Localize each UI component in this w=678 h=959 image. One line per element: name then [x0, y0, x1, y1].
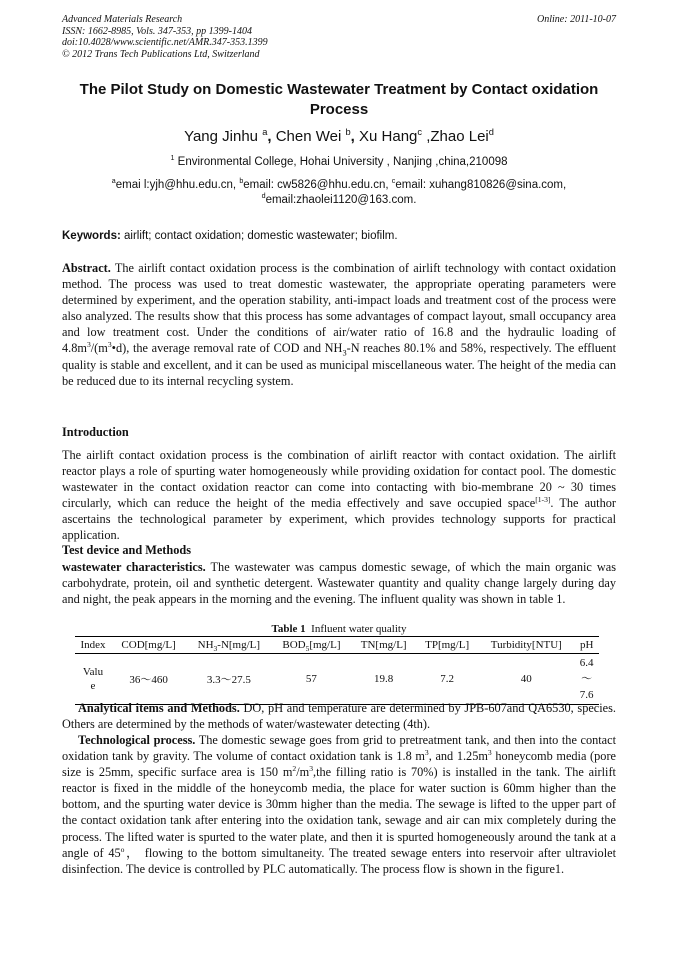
- analytical-paragraph: Analytical items and Methods. DO, pH and temperature are determined by JPB-607and QA6530, species. Others are determined by the methods of water/wastewater detecting (4th).: [62, 701, 616, 732]
- author-list: Yang Jinhu $^a$, Chen Wei $^b$, Xu Hang$^c$ ,Zhao Lei$^d$: [184, 127, 494, 145]
- keywords-label: Keywords:: [62, 230, 121, 242]
- introduction-heading: Introduction: [62, 425, 129, 439]
- doi-line: doi:10.4028/www.scientific.net/AMR.347-353.1399: [62, 37, 268, 49]
- author-mark: b: [345, 127, 351, 137]
- technological-paragraph: Technological process. The domestic sewage goes from grid to pretreatment tank, and then into the contact oxidation tank by gravity. The volume of contact oxidation tank is 1.8 $m^3$, and $1.25m^3$ honeycomb media (pore size is 25mm, specific surface area is 150 $m^2/m^3,the$ filling ratio is 70%) is installed in the tank. The airlift reactor is fixed in the middle of the honeycomb media, the place for water suction is 60mm higher than the bottom, and the spurting water device is 30mm higher than the media. The sewage is lifted to the upper part of the contact oxidation tank after entering into the oxidation tank, sewage and air can mix completely during the process. The lifted water is spurted to the water plate, and then it is spurted homogeneously around the tank at a angle of 45$^o$， flowing to the bottom simultaneity. The treated sewage enters into reservoir after ultraviolet disinfection. The device is controlled by PLC automatically. The process flow is shown in the figure1.: [62, 733, 617, 876]
- keywords-text: airlift; contact oxidation; domestic wastewater; biofilm.: [124, 230, 398, 242]
- abstract-paragraph: Abstract. The airlift contact oxidation process is the combination of airlift technology with contact oxidation method. The process was used to treat domestic wastewater, the appropriate operating parameters were determined by experiment, and the operation stability, anti-impact loads and treatment cost of the process were also analyzed. The results show that this process has some advantages of compact layout, small occupancy area and low treatment cost. Under the conditions of air/water ratio of 16.8 and the hydraulic loading of $4.8m^3/(m^3•d)$, the average removal rate of COD and $NH_3-N$ reaches 80.1% and 58%, respectively. The effluent quality is stable and excellent, and it can be used as municipal miscellaneous water. The height of the media can be reduced due to its internal recycling system.: [62, 261, 617, 388]
- wastewater-label: wastewater characteristics.: [62, 560, 206, 574]
- header-nh3n: $NH_3-N[mg/L]$: [186, 637, 271, 654]
- cell-tn: 19.8: [351, 654, 416, 705]
- author-mark: d: [488, 127, 494, 137]
- introduction-paragraph: The airlift contact oxidation process is the combination of airlift reactor with contact oxidation. The airlift reactor plays a role of spurting water homogeneously while providing oxidation for contact pool. The domestic wastewater in the contact oxidation reactor can come into contacting with bio-membrane 20 ~ 30 times circularly, which can reduce the height of the media effectively and save occupied space[1-3]. The author ascertains the technological parameter by experiment, which provides technology supports for practical application.: [62, 448, 616, 543]
- cell-cod: 36～460: [111, 654, 186, 705]
- table-header-row: [75, 637, 599, 654]
- email-b: email: cw5826@hhu.edu.cn,: [243, 179, 389, 191]
- analytical-label: Analytical items and Methods.: [78, 701, 240, 715]
- paper-title: The Pilot Study on Domestic Wastewater Treatment by Contact oxidation Process: [79, 81, 599, 118]
- table-row: [75, 654, 599, 705]
- header-turbidity: Turbidity[NTU]: [478, 637, 574, 654]
- cell-ph: 6.4 ～ 7.6: [574, 654, 599, 705]
- header-tn: TN[mg/L]: [351, 637, 416, 654]
- header-index: Index: [75, 637, 111, 654]
- author-mark: c: [417, 127, 423, 137]
- header-cod: COD[mg/L]: [111, 637, 186, 654]
- email-list: $^a$emai l:yjh@hhu.edu.cn, $^b$email: cw5826@hhu.edu.cn, $^c$email: xuhang810826@sina.com, $^d$email:zhaolei1120@163.com.: [111, 177, 567, 206]
- author-mark: a: [262, 127, 268, 137]
- table-caption: [62, 623, 616, 635]
- author-name: Chen Wei: [275, 128, 342, 145]
- journal-header: [62, 14, 268, 60]
- online-date: Online: 2011-10-07: [537, 14, 616, 25]
- keywords: [62, 230, 616, 242]
- test-device-heading: Test device and Methods: [62, 543, 192, 557]
- technological-label: Technological process.: [78, 733, 196, 747]
- cell-tp: 7.2: [416, 654, 478, 705]
- affiliation: [62, 156, 616, 168]
- cell-turbidity: 40: [478, 654, 574, 705]
- citation: [1-3]: [535, 495, 551, 505]
- wastewater-paragraph: wastewater characteristics. The wastewater was campus domestic sewage, of which the main organic was carbohydrate, protein, oil and synthetic detergent. Wastewater quantity and quality change largely during day and night, the peak appears in the morning and the evening. The influent quality was shown in table 1.: [62, 560, 617, 607]
- author-name: Xu Hang: [359, 128, 418, 145]
- email-a: emai l:yjh@hhu.edu.cn,: [115, 179, 237, 191]
- journal-name: Advanced Materials Research: [62, 14, 183, 25]
- cell-nh3n: 3.3～27.5: [186, 654, 271, 705]
- copyright-line: © 2012 Trans Tech Publications Ltd, Switzerland: [62, 48, 260, 60]
- issn-line: ISSN: 1662-8985, Vols. 347-353, pp 1399-1404: [62, 25, 252, 37]
- cell-index: Valu e: [75, 654, 111, 705]
- table-label: Table 1: [271, 623, 306, 635]
- influent-quality-table: [75, 636, 599, 705]
- email-c: email: xuhang810826@sina.com,: [395, 179, 567, 191]
- abstract-label: Abstract.: [62, 261, 111, 275]
- email-d: email:zhaolei1120@163.com.: [265, 194, 417, 206]
- cell-bod5: 57: [271, 654, 351, 705]
- affiliation-text: Environmental College, Hohai University , Nanjing ,china,210098: [177, 156, 508, 168]
- table-caption-text: Influent water quality: [311, 623, 407, 635]
- author-name: Zhao Lei: [430, 128, 489, 145]
- author-name: Yang Jinhu: [184, 128, 259, 145]
- header-ph: pH: [574, 637, 599, 654]
- header-tp: TP[mg/L]: [416, 637, 478, 654]
- header-bod5: $BOD_5[mg/L]$: [271, 637, 351, 654]
- affiliation-mark: 1: [170, 154, 175, 163]
